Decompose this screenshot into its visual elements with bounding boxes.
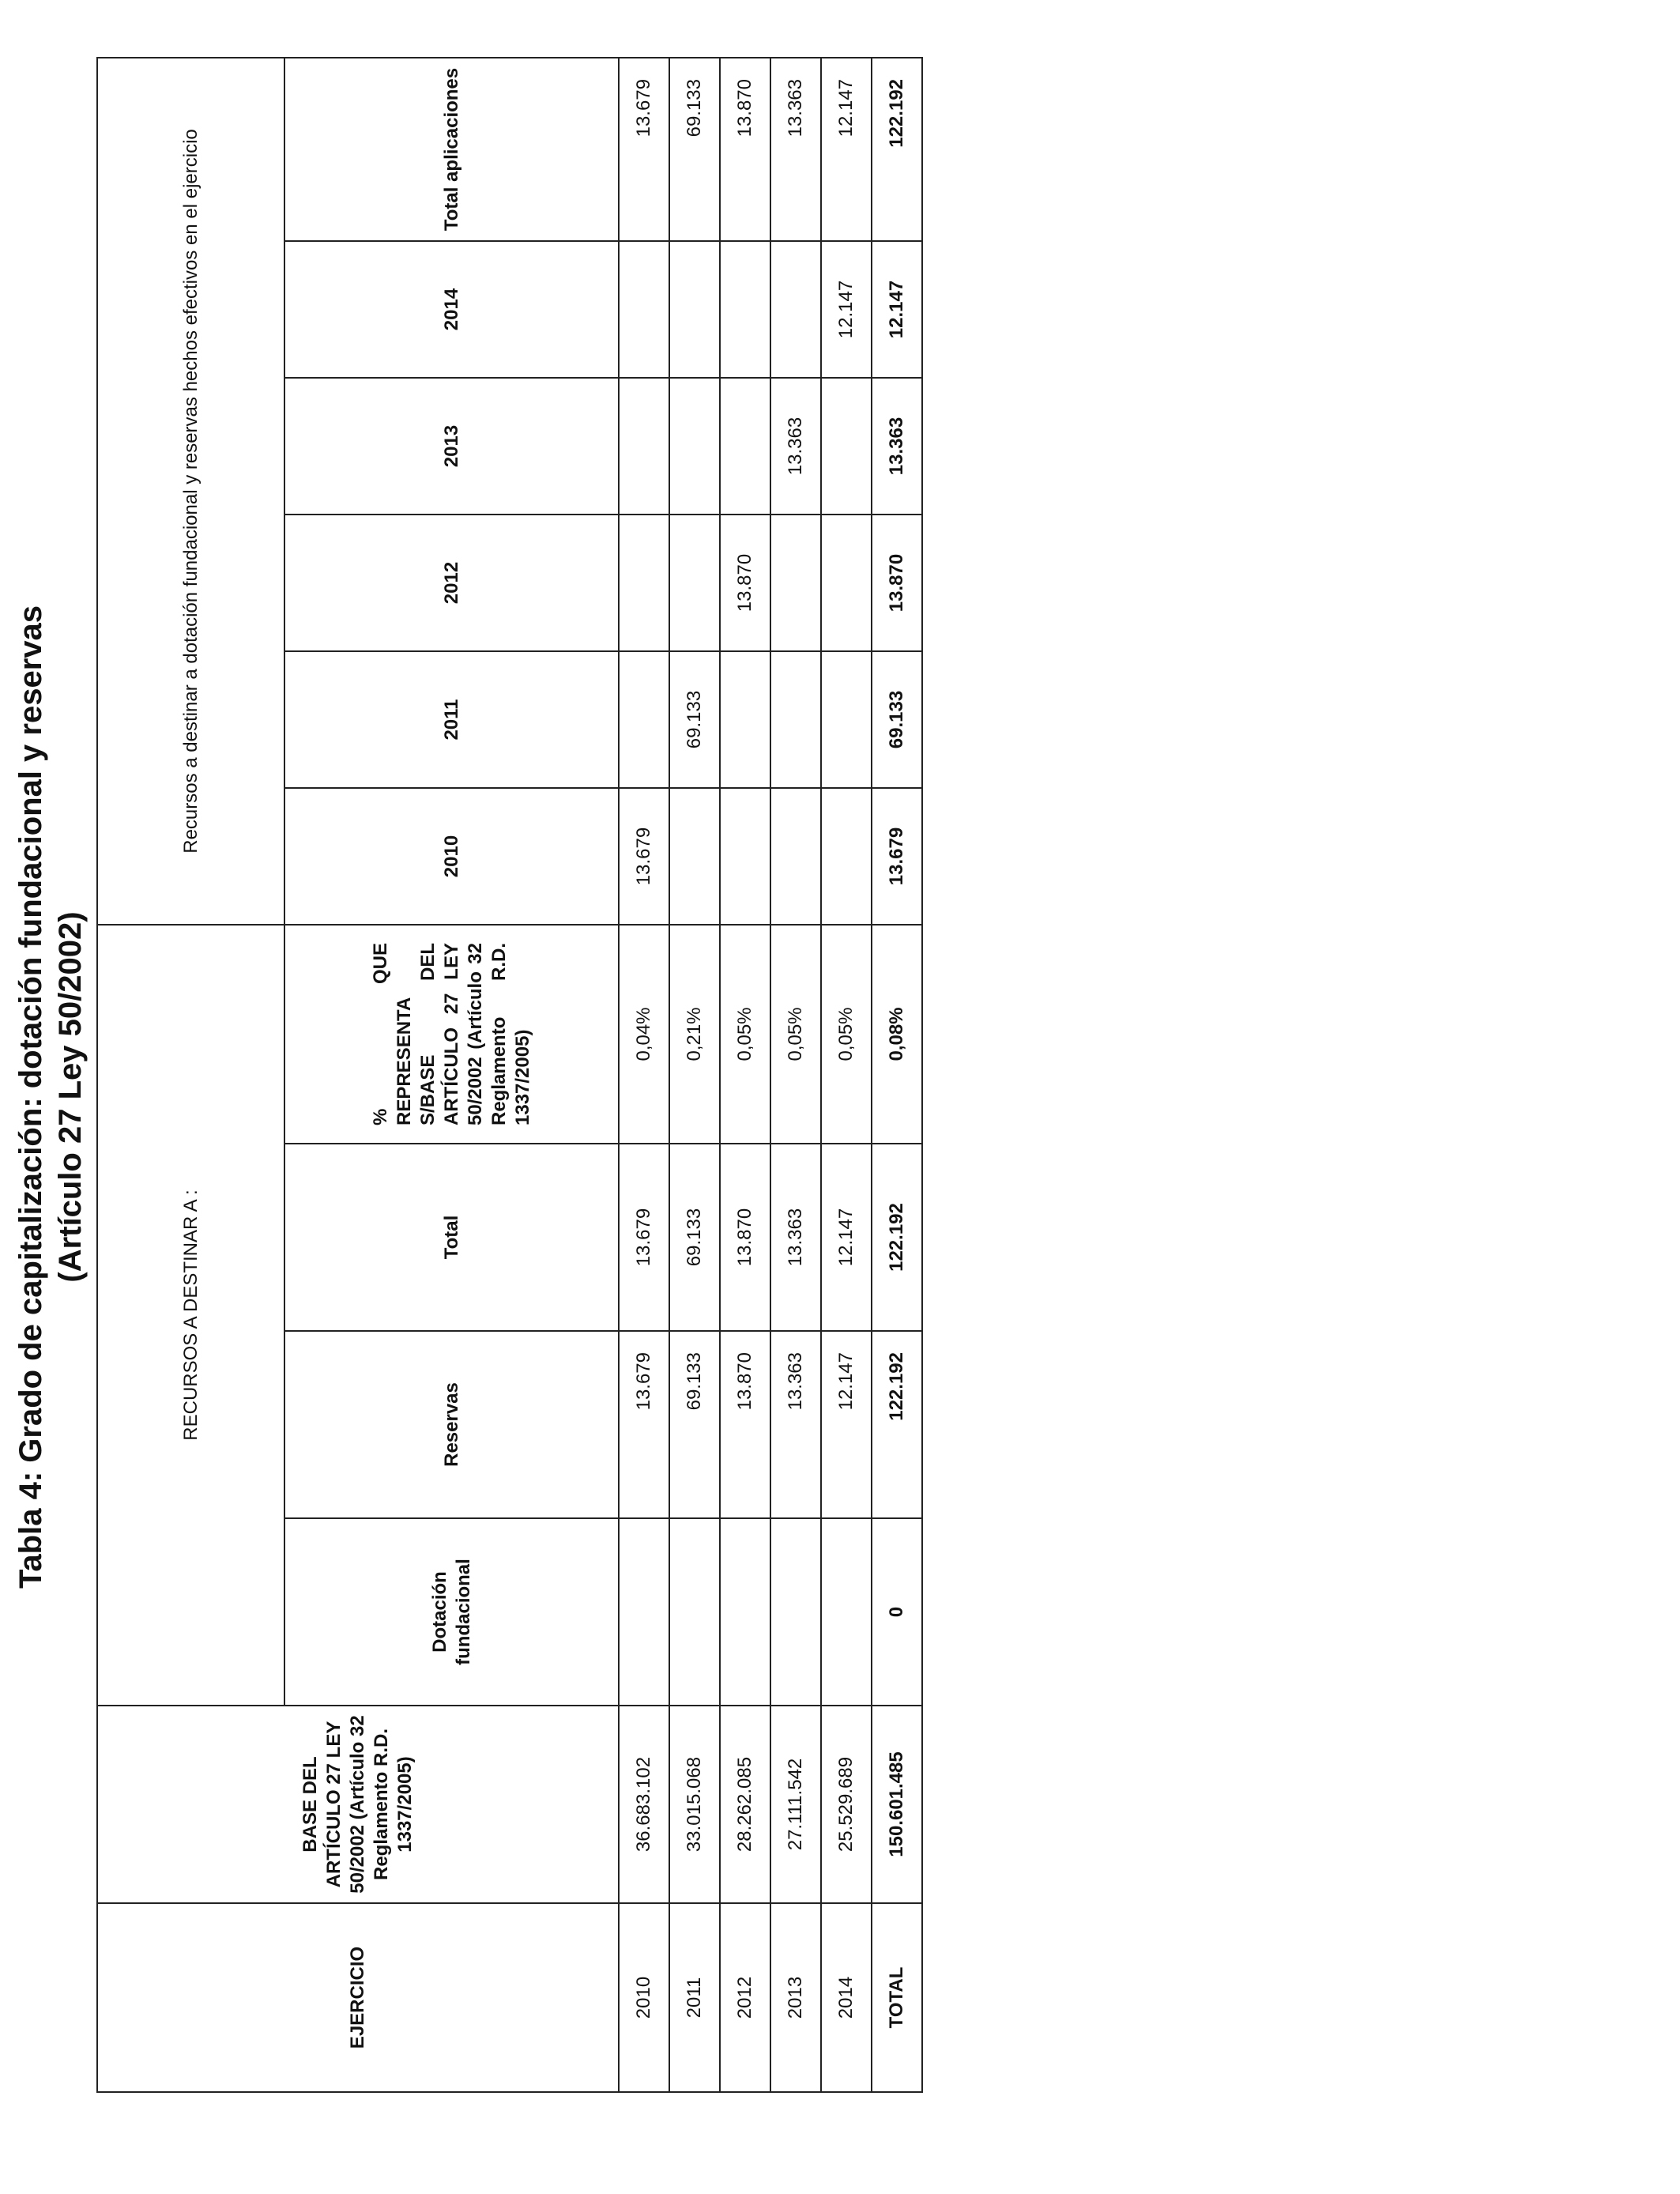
header-total-aplicaciones: Total aplicaciones <box>284 58 619 241</box>
cell-2012 <box>669 515 720 651</box>
page-title <box>11 0 90 2194</box>
cell-dotacion <box>821 1518 872 1706</box>
total-2011: 69.133 <box>872 651 922 788</box>
cell-dotacion <box>770 1518 821 1706</box>
cell-2013 <box>720 378 770 515</box>
total-2013: 13.363 <box>872 378 922 515</box>
cell-total-aplicaciones: 13.870 <box>720 58 770 241</box>
cell-total-aplicaciones: 12.147 <box>821 58 872 241</box>
cell-ejercicio: 2013 <box>770 1903 821 2092</box>
total-label: TOTAL <box>872 1903 922 2092</box>
cell-2010: 13.679 <box>619 788 669 925</box>
cell-2013 <box>669 378 720 515</box>
cell-2014 <box>720 241 770 378</box>
total-2012: 13.870 <box>872 515 922 651</box>
header-row-1 <box>97 58 284 2092</box>
cell-total: 13.363 <box>770 1144 821 1331</box>
header-dotacion: Dotación fundacional <box>284 1518 619 1706</box>
header-2012: 2012 <box>284 515 619 651</box>
cell-pct: 0,05% <box>770 925 821 1144</box>
header-porcentaje: % QUE REPRESENTA S/BASE DEL ARTÍCULO 27 LEY 50/2002 (Artículo 32 Reglamento R.D. 1337/2005) <box>284 925 619 1144</box>
table-row <box>720 58 770 2092</box>
cell-2010 <box>720 788 770 925</box>
cell-dotacion <box>619 1518 669 1706</box>
cell-base: 28.262.085 <box>720 1706 770 1903</box>
header-total: Total <box>284 1144 619 1331</box>
total-reservas: 122.192 <box>872 1331 922 1518</box>
table-row <box>619 58 669 2092</box>
cell-2011 <box>770 651 821 788</box>
cell-2012 <box>619 515 669 651</box>
title-line-2: (Artículo 27 Ley 50/2002) <box>53 911 88 1283</box>
cell-reservas: 12.147 <box>821 1331 872 1518</box>
cell-2014 <box>669 241 720 378</box>
cell-reservas: 13.363 <box>770 1331 821 1518</box>
cell-ejercicio: 2014 <box>821 1903 872 2092</box>
cell-2012: 13.870 <box>720 515 770 651</box>
cell-reservas: 13.870 <box>720 1331 770 1518</box>
header-2011: 2011 <box>284 651 619 788</box>
header-2013: 2013 <box>284 378 619 515</box>
cell-2014 <box>619 241 669 378</box>
total-base: 150.601.485 <box>872 1706 922 1903</box>
cell-dotacion <box>720 1518 770 1706</box>
header-base: BASE DEL ARTÍCULO 27 LEY 50/2002 (Artículo 32 Reglamento R.D. 1337/2005) <box>97 1706 619 1903</box>
cell-total: 12.147 <box>821 1144 872 1331</box>
cell-dotacion <box>669 1518 720 1706</box>
cell-2011: 69.133 <box>669 651 720 788</box>
cell-base: 36.683.102 <box>619 1706 669 1903</box>
cell-ejercicio: 2012 <box>720 1903 770 2092</box>
table-row <box>770 58 821 2092</box>
total-aplicaciones: 122.192 <box>872 58 922 241</box>
cell-total-aplicaciones: 13.679 <box>619 58 669 241</box>
cell-2011 <box>720 651 770 788</box>
cell-2010 <box>669 788 720 925</box>
cell-total-aplicaciones: 69.133 <box>669 58 720 241</box>
cell-pct: 0,21% <box>669 925 720 1144</box>
cell-2013: 13.363 <box>770 378 821 515</box>
total-dotacion: 0 <box>872 1518 922 1706</box>
cell-pct: 0,05% <box>720 925 770 1144</box>
cell-base: 27.111.542 <box>770 1706 821 1903</box>
cell-2010 <box>770 788 821 925</box>
cell-2011 <box>619 651 669 788</box>
cell-ejercicio: 2011 <box>669 1903 720 2092</box>
cell-total: 13.870 <box>720 1144 770 1331</box>
header-recursos-efectivos: Recursos a destinar a dotación fundacional y reservas hechos efectivos en el ejercicio <box>97 58 284 925</box>
header-2010: 2010 <box>284 788 619 925</box>
capitalization-table <box>96 57 923 2093</box>
total-2010: 13.679 <box>872 788 922 925</box>
cell-total: 69.133 <box>669 1144 720 1331</box>
cell-2011 <box>821 651 872 788</box>
cell-reservas: 69.133 <box>669 1331 720 1518</box>
header-reservas: Reservas <box>284 1331 619 1518</box>
total-pct: 0,08% <box>872 925 922 1144</box>
totals-row <box>872 58 922 2092</box>
cell-2014: 12.147 <box>821 241 872 378</box>
cell-ejercicio: 2010 <box>619 1903 669 2092</box>
total-total: 122.192 <box>872 1144 922 1331</box>
cell-total: 13.679 <box>619 1144 669 1331</box>
header-ejercicio: EJERCICIO <box>97 1903 619 2092</box>
total-2014: 12.147 <box>872 241 922 378</box>
cell-2013 <box>619 378 669 515</box>
cell-2012 <box>821 515 872 651</box>
header-recursos-destinar: RECURSOS A DESTINAR A : <box>97 925 284 1706</box>
title-line-1: Tabla 4: Grado de capitalización: dotación fundacional y reservas <box>13 605 48 1589</box>
cell-2010 <box>821 788 872 925</box>
cell-total-aplicaciones: 13.363 <box>770 58 821 241</box>
cell-pct: 0,05% <box>821 925 872 1144</box>
cell-2013 <box>821 378 872 515</box>
cell-2012 <box>770 515 821 651</box>
cell-2014 <box>770 241 821 378</box>
cell-reservas: 13.679 <box>619 1331 669 1518</box>
cell-base: 33.015.068 <box>669 1706 720 1903</box>
table-row <box>669 58 720 2092</box>
table-row <box>821 58 872 2092</box>
cell-base: 25.529.689 <box>821 1706 872 1903</box>
header-2014: 2014 <box>284 241 619 378</box>
cell-pct: 0,04% <box>619 925 669 1144</box>
